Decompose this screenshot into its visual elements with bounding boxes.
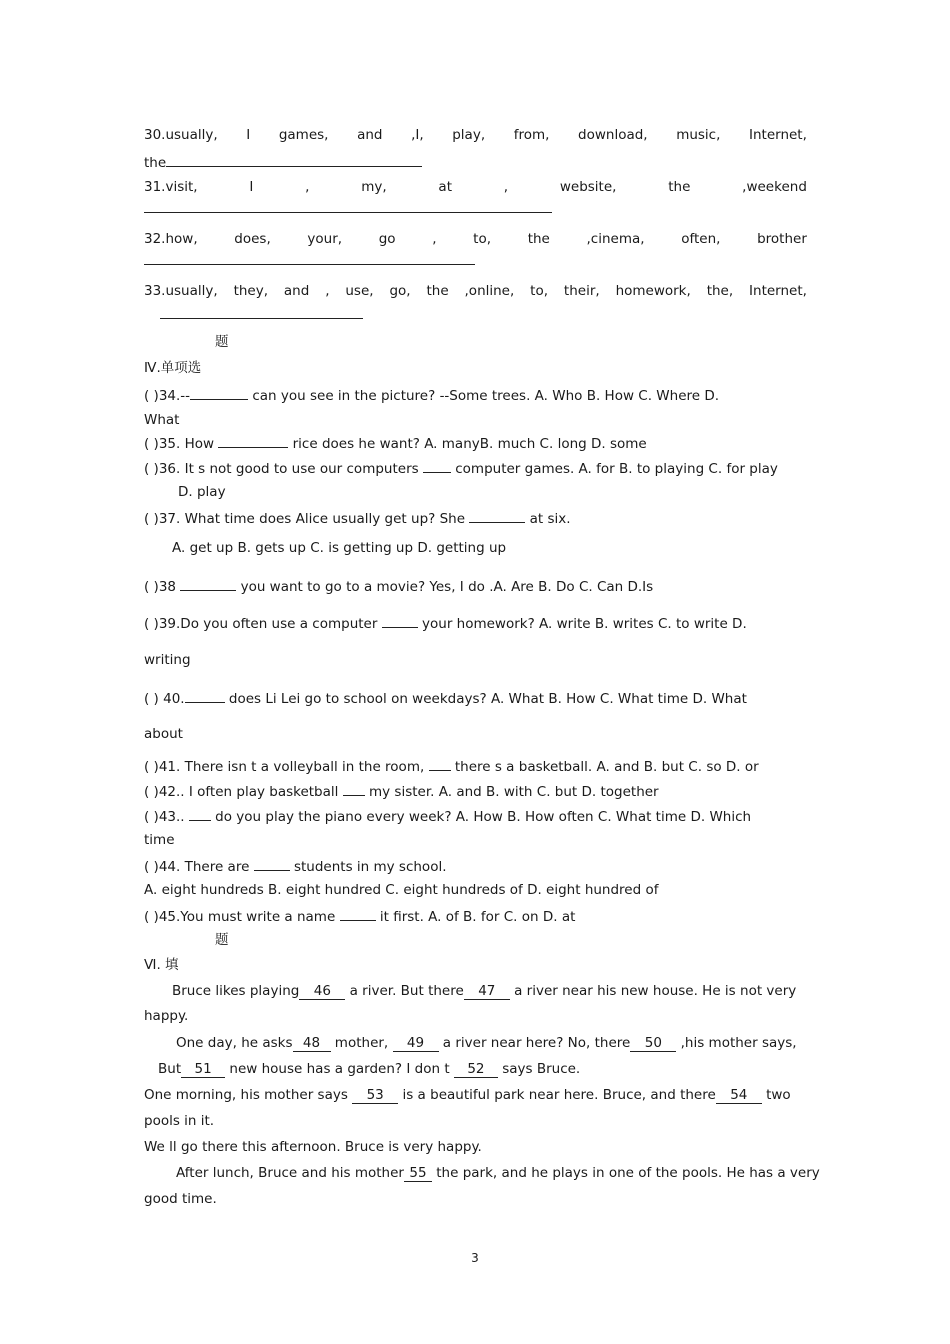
question-40: ( ) 40. does Li Lei go to school on weekdays? A. What B. How C. What time D. What <box>144 688 747 708</box>
answer-blank[interactable] <box>218 433 288 448</box>
answer-blank[interactable] <box>254 856 290 871</box>
question-37-options: A. get up B. gets up C. is getting up D. getting up <box>172 540 507 556</box>
word: the <box>527 231 550 247</box>
question-44: ( )44. There are students in my school. <box>144 856 447 876</box>
word: and <box>357 127 383 143</box>
word: to, <box>473 231 492 247</box>
word: the, <box>706 283 734 299</box>
word: play, <box>452 127 486 143</box>
word: go <box>378 231 396 247</box>
question-35: ( )35. How rice does he want? A. manyB. much C. long D. some <box>144 433 647 453</box>
word: , <box>503 179 509 195</box>
answer-blank[interactable] <box>144 198 552 213</box>
word: ,online, <box>464 283 515 299</box>
q32-answer-line <box>144 250 475 270</box>
question-38: ( )38 you want to go to a movie? Yes, I do .A. Are B. Do C. Can D.Is <box>144 576 653 596</box>
blank-47[interactable]: 47 <box>464 983 510 1000</box>
blank-52[interactable]: 52 <box>454 1061 498 1078</box>
word: games, <box>278 127 329 143</box>
q30-words <box>144 126 807 144</box>
answer-blank[interactable] <box>185 688 225 703</box>
blank-55[interactable]: 55 <box>404 1165 432 1182</box>
q31-words <box>144 178 807 196</box>
answer-blank[interactable] <box>429 756 451 771</box>
passage-line: One morning, his mother says 53 is a beautiful park near here. Bruce, and there 54 two <box>144 1087 791 1103</box>
answer-blank[interactable] <box>382 613 418 628</box>
blank-49[interactable]: 49 <box>393 1035 439 1052</box>
passage-line: We ll go there this afternoon. Bruce is very happy. <box>144 1139 482 1155</box>
answer-blank[interactable] <box>190 385 248 400</box>
question-40-cont: about <box>144 726 183 742</box>
word: from, <box>513 127 550 143</box>
answer-blank[interactable] <box>144 250 475 265</box>
word: and <box>283 283 310 299</box>
word: 30.usually, <box>144 127 218 143</box>
word: ,weekend <box>742 179 807 195</box>
question-41: ( )41. There isn t a volleyball in the room, there s a basketball. A. and B. but C. so D. or <box>144 756 759 776</box>
answer-blank[interactable] <box>166 152 422 167</box>
word: website, <box>559 179 617 195</box>
word: 31.visit, <box>144 179 198 195</box>
passage-line: But 51 new house has a garden? I don t 52 says Bruce. <box>158 1061 581 1077</box>
word: I <box>249 179 254 195</box>
word: at <box>438 179 452 195</box>
word: homework, <box>615 283 691 299</box>
blank-54[interactable]: 54 <box>716 1087 762 1104</box>
question-34: ( )34.-- can you see in the picture? --Some trees. A. Who B. How C. Where D. <box>144 385 719 405</box>
section-heading: Ⅳ.单项选 <box>144 360 202 376</box>
answer-blank[interactable] <box>423 458 451 473</box>
question-39: ( )39.Do you often use a computer your homework? A. write B. writes C. to write D. <box>144 613 747 633</box>
passage-line: Bruce likes playing 46 a river. But there 47 a river near his new house. He is not very <box>172 983 797 999</box>
word: music, <box>676 127 721 143</box>
section-title-mark: 题 <box>215 932 229 948</box>
blank-51[interactable]: 51 <box>181 1061 225 1078</box>
passage-line: good time. <box>144 1191 217 1207</box>
word: 32.how, <box>144 231 198 247</box>
answer-blank[interactable] <box>189 806 211 821</box>
question-36: ( )36. It s not good to use our computers computer games. A. for B. to playing C. for play <box>144 458 778 478</box>
q32-words <box>144 230 807 248</box>
blank-53[interactable]: 53 <box>352 1087 398 1104</box>
passage-line: After lunch, Bruce and his mother 55 the park, and he plays in one of the pools. He has a very <box>176 1165 820 1181</box>
passage-line: happy. <box>144 1008 189 1024</box>
blank-50[interactable]: 50 <box>630 1035 676 1052</box>
question-44-options: A. eight hundreds B. eight hundred C. eight hundreds of D. eight hundred of <box>144 882 659 898</box>
word: ,cinema, <box>586 231 645 247</box>
passage-line: pools in it. <box>144 1113 215 1129</box>
word: , <box>305 179 310 195</box>
q31-answer-line <box>144 198 552 218</box>
word: 33.usually, <box>144 283 218 299</box>
answer-blank[interactable] <box>343 781 365 796</box>
section-title-mark: 题 <box>215 334 229 350</box>
word: go, <box>389 283 411 299</box>
q33-answer-line <box>160 304 363 324</box>
question-45: ( )45.You must write a name it first. A. of B. for C. on D. at <box>144 906 575 926</box>
word: Internet, <box>749 127 807 143</box>
question-42: ( )42.. I often play basketball my sister. A. and B. with C. but D. together <box>144 781 659 801</box>
answer-blank[interactable] <box>469 508 525 523</box>
answer-blank[interactable] <box>340 906 376 921</box>
word: their, <box>563 283 600 299</box>
question-34-cont: What <box>144 412 180 428</box>
answer-blank[interactable] <box>180 576 236 591</box>
word: Internet, <box>749 283 807 299</box>
answer-blank[interactable] <box>160 304 363 319</box>
word: ,I, <box>411 127 424 143</box>
q33-words <box>144 282 807 300</box>
page-number: 3 <box>471 1251 479 1265</box>
passage-line: One day, he asks 48 mother, 49 a river near here? No, there 50 ,his mother says, <box>176 1035 797 1051</box>
blank-46[interactable]: 46 <box>299 983 345 1000</box>
word: your, <box>307 231 343 247</box>
question-36-cont: D. play <box>178 484 226 500</box>
word: brother <box>757 231 807 247</box>
question-39-cont: writing <box>144 652 191 668</box>
word: I <box>246 127 251 143</box>
section-heading: Ⅵ. 填 <box>144 957 179 973</box>
blank-48[interactable]: 48 <box>293 1035 331 1052</box>
word: use, <box>345 283 374 299</box>
word: , <box>325 283 330 299</box>
word: they, <box>233 283 268 299</box>
word: , <box>432 231 437 247</box>
word: my, <box>361 179 387 195</box>
question-43: ( )43.. do you play the piano every week? A. How B. How often C. What time D. Which <box>144 806 751 826</box>
word: the <box>144 155 167 171</box>
word: does, <box>234 231 271 247</box>
word: to, <box>530 283 549 299</box>
question-37: ( )37. What time does Alice usually get up? She at six. <box>144 508 571 528</box>
word: download, <box>578 127 648 143</box>
word: the <box>426 283 449 299</box>
q30-answer-line <box>144 152 422 172</box>
word: often, <box>681 231 721 247</box>
question-43-cont: time <box>144 832 175 848</box>
word: the <box>668 179 691 195</box>
